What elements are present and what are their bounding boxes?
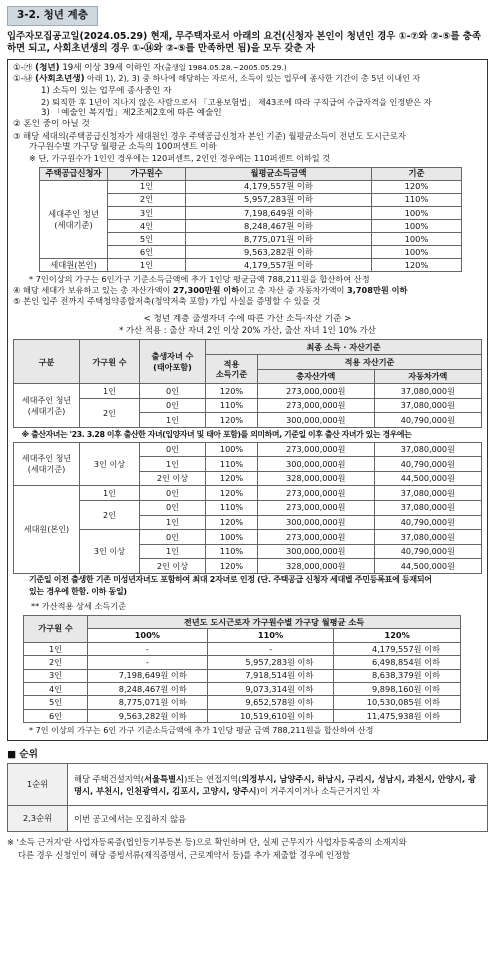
cell: 100%: [206, 442, 258, 457]
section-title: 3-2. 청년 계층: [7, 6, 98, 26]
col-header: 100%: [88, 629, 208, 642]
cell: 4인: [108, 220, 186, 233]
cell: 100%: [372, 246, 462, 259]
col-header: 110%: [207, 629, 334, 642]
cell: 7,918,514원 이하: [207, 669, 334, 682]
table-note-row: [14, 428, 482, 443]
birth-note-cont-1: 기준일 이전 출생한 기존 미성년자녀도 포함하여 최대 2자녀로 인정 (단. 주택공급 신청자 세대별 주민등록표에 등재되어: [29, 574, 432, 584]
cell: 3인 이상: [80, 530, 140, 574]
cell: 0인: [140, 442, 206, 457]
cell: 9,563,282원 이하: [88, 709, 208, 722]
cell: 120%: [206, 559, 258, 574]
col-header: 120%: [334, 629, 461, 642]
table-row: [24, 669, 461, 682]
cell: 40,790,000원: [374, 544, 481, 559]
cell: 1인: [24, 642, 88, 655]
cell: -: [88, 656, 208, 669]
req-savings: ⑤ 본인 입주 전까지 주택청약종합저축(청약저축 포함) 가입 사실을 증명할 수 있을 것: [13, 296, 321, 307]
rank-table: [7, 763, 488, 832]
group-cell: 세대원(본인): [14, 486, 80, 574]
rank-title: ■ 순위: [7, 748, 38, 760]
req-income-c: ※ 단, 가구원수가 1인인 경우에는 120퍼센트, 2인인 경우에는 110퍼센트 이하일 것: [29, 152, 331, 163]
cell: 1인: [140, 457, 206, 472]
cell: 1인: [108, 259, 186, 272]
cell: 8,775,071원 이하: [88, 696, 208, 709]
cell: 2인 이상: [140, 471, 206, 486]
col-header: 가구원 수: [80, 340, 140, 384]
cell: 300,000,000원: [258, 457, 375, 472]
cell: 1인: [80, 384, 140, 399]
col-header: 자동차가액: [374, 369, 481, 384]
cell: -: [207, 642, 334, 655]
table-row: [14, 398, 482, 413]
col-header: 가구원수: [108, 167, 186, 180]
col-header: 기준: [372, 167, 462, 180]
cell: 10,530,085원 이하: [334, 696, 461, 709]
cell: 120%: [206, 486, 258, 501]
cell: 2인: [80, 398, 140, 427]
req-newworker-a: 1) 소득이 있는 업무에 종사중인 자: [41, 85, 172, 96]
req-assets: [13, 285, 482, 296]
req-youth-text: 19세 이상 39세 이하인 자: [59, 63, 162, 74]
cell: 5인: [24, 696, 88, 709]
cell: 44,500,000원: [374, 559, 481, 574]
rank-label: 2,3순위: [8, 806, 68, 832]
req-youth-note: (출생일 1984.05.28.~2005.05.29.): [161, 63, 287, 73]
req-newworker: [13, 74, 482, 85]
text: )또는 연접지역(: [184, 773, 242, 784]
income-table: [39, 167, 462, 273]
text: 해당 주택건설지역(: [74, 773, 144, 784]
cell: 100%: [372, 206, 462, 219]
cell: 11,475,938원 이하: [334, 709, 461, 722]
cell: 300,000,000원: [258, 515, 375, 530]
group-cell: 세대주인 청년 (세대기준): [14, 384, 80, 428]
cell: 37,080,000원: [374, 384, 481, 399]
sub-title: < 청년 계층 출생자녀 수에 따른 가산 소득·자산 기준 >: [143, 314, 352, 325]
table-row: [24, 696, 461, 709]
col-header: 가구원 수: [24, 616, 88, 643]
cell: 37,080,000원: [374, 486, 481, 501]
birth-note: ※ 출산자녀는 '23. 3.28 이후 출산한 자녀(입양자녀 및 태아 포함)를 의미하며, 기준일 이후 출산 자녀가 있는 경우에는: [14, 428, 482, 443]
bonus-table: [13, 339, 482, 574]
note-seven-plus: * 7인이상의 가구는 6인가구 기준소득금액에 추가 1인당 평균금액 788,211원을 합산하여 산정: [29, 274, 370, 285]
cell: 120%: [206, 413, 258, 428]
req-income-a: ③ 해당 세대의(주택공급신청자가 세대원인 경우 주택공급신청자 본인 기준) 월평균소득이 전년도 도시근로자: [13, 130, 406, 141]
cell: 273,000,000원: [258, 398, 375, 413]
footer-line: ※ '소득 근거지'란 사업자등록증(법인등기부등본 등)으로 확인하며 단, 실제 근무지가 사업자등록증의 소재지와: [7, 837, 407, 848]
table-row: [24, 709, 461, 722]
table-row: [8, 764, 488, 806]
col-header: 총자산가액: [258, 369, 375, 384]
table-row: [40, 180, 462, 193]
cell: 44,500,000원: [374, 471, 481, 486]
req-newworker-label: (사회초년생): [35, 74, 85, 85]
star-note: ** 가산적용 상세 소득기준: [31, 601, 127, 612]
col-header: 적용 소득기준: [206, 355, 258, 384]
table-row: [14, 442, 482, 457]
cell: 273,000,000원: [258, 442, 375, 457]
cell: 120%: [372, 259, 462, 272]
cell: 8,638,379원 이하: [334, 669, 461, 682]
cell: 273,000,000원: [258, 530, 375, 545]
asset-limit: 27,300만원 이하: [173, 285, 240, 296]
cell: 0인: [140, 384, 206, 399]
cell: 110%: [206, 544, 258, 559]
table-row: [24, 682, 461, 695]
cell: 9,563,282원 이하: [186, 246, 372, 259]
table-row: [24, 642, 461, 655]
cell: 0인: [140, 398, 206, 413]
cell: 1인: [140, 544, 206, 559]
req-income-b: 가구원수별 가구당 월평균 소득의 100퍼센트 이하: [29, 141, 217, 152]
group-cell: 세대주인 청년 (세대기준): [40, 180, 108, 259]
cell: 100%: [206, 530, 258, 545]
cell: 6인: [24, 709, 88, 722]
rank-label: 1순위: [8, 764, 68, 806]
text: ④ 해당 세대가 보유하고 있는 총 자산가액이: [13, 285, 174, 296]
cell: 2인: [80, 501, 140, 530]
table-row: [14, 530, 482, 545]
cell: 273,000,000원: [258, 501, 375, 516]
cell: 5,957,283원 이하: [207, 656, 334, 669]
cell: 100%: [372, 220, 462, 233]
cell: 300,000,000원: [258, 544, 375, 559]
cell: 10,519,610원 이하: [207, 709, 334, 722]
detail-income-table: [23, 615, 461, 723]
table-row: [40, 259, 462, 272]
region-list: 의정부시, 남양주시, 하남시, 구리시, 성남시, 과천시, 안양시, 광명시, 부천시, 인천광역시, 김포시, 고양시, 양주시: [74, 773, 476, 796]
col-header: 최종 소득 · 자산기준: [206, 340, 482, 355]
text: 이고 총 자산 중 자동차가액이: [239, 285, 348, 296]
footer-note: [7, 836, 488, 862]
req-num: ①-㉯: [13, 74, 33, 85]
cell: 273,000,000원: [258, 384, 375, 399]
req-newworker-b: 2) 퇴직한 후 1년이 지나지 않은 사람으로서 「고용보험법」 제43조에 따라 구직급여 수급자격을 인정받은 자: [41, 97, 432, 108]
cell: 9,652,578원 이하: [207, 696, 334, 709]
col-header: 월평균소득금액: [186, 167, 372, 180]
cell: 0인: [140, 486, 206, 501]
cell: 273,000,000원: [258, 486, 375, 501]
col-header: 구분: [14, 340, 80, 384]
cell: 300,000,000원: [258, 413, 375, 428]
group-cell: 세대주인 청년 (세대기준): [14, 442, 80, 486]
cell: 110%: [206, 501, 258, 516]
cell: 37,080,000원: [374, 442, 481, 457]
cell: 40,790,000원: [374, 413, 481, 428]
car-limit: 3,708만원 이하: [347, 285, 408, 296]
cell: 0인: [140, 501, 206, 516]
cell: 100%: [372, 233, 462, 246]
cell: 1인: [80, 486, 140, 501]
rank-desc: 이번 공고에서는 모집하지 않음: [68, 806, 488, 832]
cell: 37,080,000원: [374, 398, 481, 413]
col-header: 적용 자산기준: [258, 355, 482, 370]
region: 서울특별시: [144, 773, 185, 784]
table-row: [14, 486, 482, 501]
cell: 8,248,467원 이하: [186, 220, 372, 233]
req-newworker-c: 3) 「예술인 복지법」제2조제2호에 따른 예술인: [41, 107, 222, 118]
cell: 3인: [108, 206, 186, 219]
cell: 110%: [206, 398, 258, 413]
cell: 3인: [24, 669, 88, 682]
col-header: 출생자녀 수 (태아포함): [140, 340, 206, 384]
cell: 4인: [24, 682, 88, 695]
cell: 110%: [206, 457, 258, 472]
cell: 2인: [108, 193, 186, 206]
cell: -: [88, 642, 208, 655]
cell: 8,775,071원 이하: [186, 233, 372, 246]
cell: 9,898,160원 이하: [334, 682, 461, 695]
cell: 5인: [108, 233, 186, 246]
cell: 8,248,467원 이하: [88, 682, 208, 695]
requirements-box: [7, 59, 488, 741]
col-header: 주택공급신청자: [40, 167, 108, 180]
cell: 110%: [372, 193, 462, 206]
cell: 6,498,854원 이하: [334, 656, 461, 669]
cell: 120%: [206, 384, 258, 399]
table-row: [8, 806, 488, 832]
lead-text: 입주자모집공고일(2024.05.29) 현재, 무주택자로서 아래의 요건(신청자 본인이 청년인 경우 ①-⑦와 ②-⑤를 충족하면 되고, 사회초년생의 경우 ①-⑭와 ②-⑤를 만족하면 됨)을 모두 갖춘 자: [7, 30, 481, 55]
text: )이 거주지이거나 소득근거지인 자: [256, 785, 380, 796]
table-row: [24, 656, 461, 669]
req-unmarried: ② 혼인 중이 아닐 것: [13, 119, 90, 130]
table-row: [14, 384, 482, 399]
cell: 120%: [206, 515, 258, 530]
cell: 9,073,314원 이하: [207, 682, 334, 695]
cell: 2인 이상: [140, 559, 206, 574]
cell: 120%: [206, 471, 258, 486]
req-newworker-text: 아래 1), 2), 3) 중 하나에 해당하는 자로서, 소득이 있는 업무에 종사한 기간이 총 5년 이내인 자: [84, 74, 421, 84]
cell: 4,179,557원 이하: [186, 259, 372, 272]
cell: 0인: [140, 530, 206, 545]
col-header: 전년도 도시근로자 가구원수별 가구당 월평균 소득: [88, 616, 461, 629]
cell: 37,080,000원: [374, 530, 481, 545]
table-row: [14, 501, 482, 516]
cell: 328,000,000원: [258, 559, 375, 574]
cell: 37,080,000원: [374, 501, 481, 516]
cell: 3인 이상: [80, 442, 140, 486]
cell: 5,957,283원 이하: [186, 193, 372, 206]
rank-desc: [68, 764, 488, 806]
note-seven-plus-2: * 7인 이상의 가구는 6인 가구 기준소득금액에 추가 1인당 평균 금액 788,211원을 합산하여 산정: [29, 725, 374, 736]
sub-note: * 가산 적용 : 출산 자녀 2인 이상 20% 가산, 출산 자녀 1인 10% 가산: [119, 325, 376, 336]
cell: 40,790,000원: [374, 515, 481, 530]
cell: 40,790,000원: [374, 457, 481, 472]
cell: 4,179,557원 이하: [186, 180, 372, 193]
req-num: ①-㉮: [13, 63, 33, 74]
req-youth: [13, 63, 482, 74]
cell: 7,198,649원 이하: [88, 669, 208, 682]
birth-note-cont-2: 있는 경우에 한함. 이하 동일): [29, 586, 127, 596]
cell: 6인: [108, 246, 186, 259]
group-cell: 세대원(본인): [40, 259, 108, 272]
footer-line: 다른 경우 신청인이 해당 증빙서류(재직증명서, 근로계약서 등)를 추가 제출할 경우에 인정함: [18, 850, 351, 861]
cell: 1인: [140, 515, 206, 530]
cell: 7,198,649원 이하: [186, 206, 372, 219]
cell: 2인: [24, 656, 88, 669]
cell: 4,179,557원 이하: [334, 642, 461, 655]
cell: 120%: [372, 180, 462, 193]
cell: 328,000,000원: [258, 471, 375, 486]
req-youth-label: (청년): [35, 63, 60, 74]
cell: 1인: [108, 180, 186, 193]
cell: 1인: [140, 413, 206, 428]
